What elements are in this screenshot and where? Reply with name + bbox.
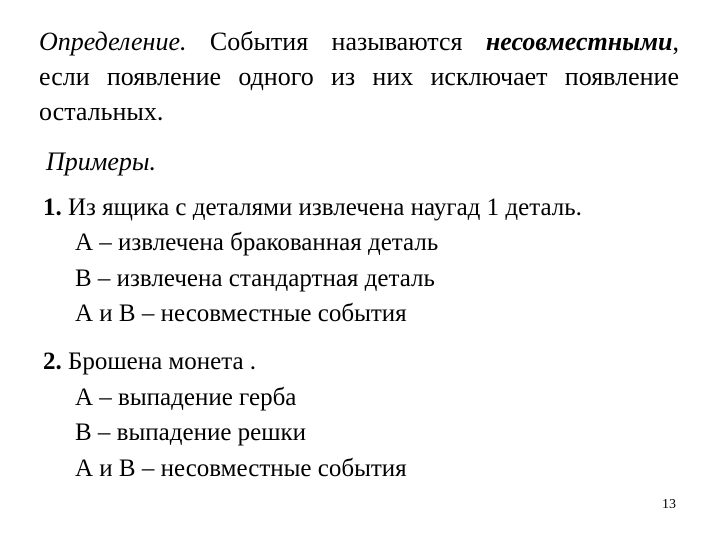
- example-2-line-2: В – выпадение решки: [75, 419, 307, 446]
- example-2-header: [43, 347, 256, 377]
- examples-heading: Примеры.: [46, 147, 157, 176]
- definition-term: несовместными: [485, 27, 673, 56]
- example-1-line-2: В – извлечена стандартная деталь: [75, 265, 435, 292]
- definition-lead: Определение.: [39, 27, 187, 56]
- example-2-line-3: А и В – несовместные события: [75, 455, 407, 482]
- example-2-text: Брошена монета .: [61, 348, 257, 375]
- example-1-number: 1.: [43, 194, 62, 221]
- example-2-line-1: А – выпадение герба: [75, 384, 297, 411]
- example-2-number: 2.: [43, 348, 62, 375]
- example-1-line-1: А – извлечена бракованная деталь: [75, 229, 439, 256]
- definition-text-after-term: , если появление одного из них исключает появление остальных.: [39, 27, 679, 126]
- definition-paragraph: [39, 24, 679, 129]
- example-1-header: [43, 193, 582, 223]
- page-number: 13: [662, 497, 676, 512]
- definition-text-before-term: События называются: [186, 27, 486, 56]
- example-1-line-3: А и В – несовместные события: [75, 300, 407, 327]
- example-1-text: Из ящика с деталями извлечена наугад 1 деталь.: [61, 194, 582, 221]
